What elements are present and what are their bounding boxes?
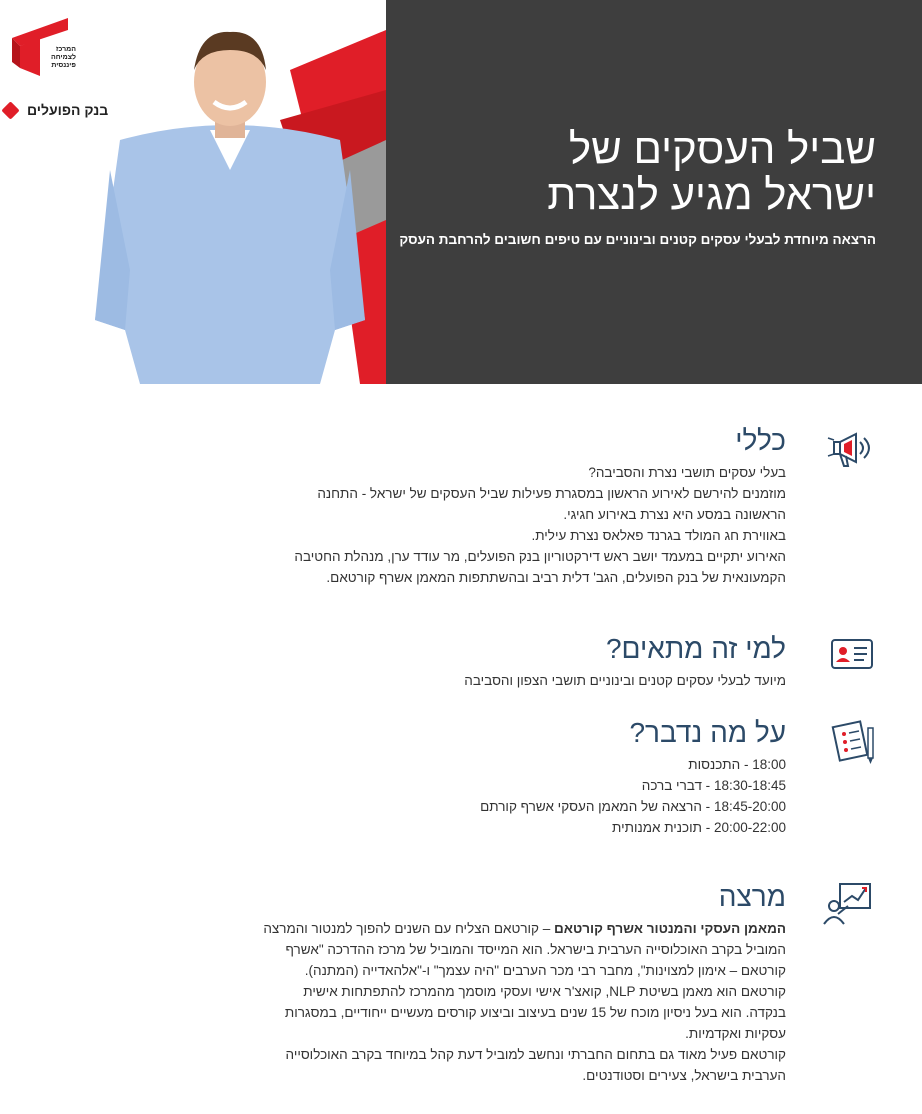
general-line: הראשונה במסע היא נצרת באירוע חגיגי. [563, 507, 786, 522]
section-audience-title: למי זה מתאים? [605, 633, 786, 664]
general-line: הקמעונאית של בנק הפועלים, הגב' דלית רביב ובהשתתפות המאמן אשרף קורטאם. [326, 570, 786, 585]
section-general-title: כללי [735, 425, 786, 456]
bank-logo-text: בנק הפועלים [27, 102, 109, 118]
section-agenda-title: על מה נדבר? [629, 717, 786, 748]
section-speaker [246, 880, 786, 1086]
bank-logo [4, 102, 108, 118]
speaker-line: קורטאם הוא מאמן בשיטת NLP, קואצ'ר אישי ועסקי מוסמך מהמרכז להתפתחות אישית [303, 984, 786, 999]
general-line: באווירת חג המולד בגרנד פאלאס נצרת עילית. [531, 528, 786, 543]
hero-subtitle: הרצאה מיוחדת לבעלי עסקים קטנים ובינוניים עם טיפים חשובים להרחבת העסק [399, 232, 876, 247]
hero-title [547, 126, 876, 218]
general-line: בעלי עסקים תושבי נצרת והסביבה? [588, 465, 786, 480]
megaphone-icon [826, 422, 878, 474]
id-card-icon [826, 628, 878, 680]
speaker-line: הערבית בישראל, צעירים וסטודנטים. [582, 1068, 786, 1083]
hero-text-panel [386, 0, 922, 384]
speaker-name: המאמן העסקי והמנטור אשרף קורטאם [554, 921, 786, 936]
speaker-intro-rest: – קורטאם הצליח עם השנים להפוך למנטור והמרצה [263, 921, 555, 936]
agenda-item: 18:30-18:45 - דברי ברכה [641, 778, 786, 793]
section-agenda-body [246, 754, 786, 838]
general-line: מוזמנים להירשם לאירוע הראשון במסגרת פעילות שביל העסקים של ישראל - התחנה [317, 486, 786, 501]
speaker-line: המוביל בקרב האוכלוסייה הערבית בישראל. הוא המייסד והמוביל של מרכז ההדרכה "אשרף [285, 942, 786, 957]
section-audience [246, 632, 786, 691]
hero-image-panel [0, 0, 386, 384]
center-logo-text: המרכז לצמיחה פיננסית [51, 46, 76, 69]
hero-title-line-1: שביל העסקים של [568, 125, 876, 172]
person-photo [90, 20, 370, 384]
agenda-item: 18:00 - התכנסות [688, 757, 786, 772]
agenda-item: 18:45-20:00 - הרצאה של המאמן העסקי אשרף קורתם [480, 799, 786, 814]
speaker-line: עסקיות ואקדמיות. [685, 1026, 786, 1041]
checklist-icon [828, 714, 880, 766]
section-audience-body [246, 670, 786, 691]
bank-diamond-icon [1, 101, 19, 119]
hero-title-line-2: ישראל מגיע לנצרת [547, 171, 876, 218]
section-general [246, 424, 786, 588]
speaker-line: בנקדה. הוא בעל ניסיון מוכח של 15 שנים בעיצוב וביצוע קורסים מעשיים ייחודיים, במסגרות [284, 1005, 786, 1020]
audience-line: מיועד לבעלי עסקים קטנים ובינוניים תושבי הצפון והסביבה [464, 673, 786, 688]
presenter-chart-icon [822, 876, 874, 928]
speaker-line: קורטאם – אימון למצוינות", מחבר רבי מכר הערבים "היה עצמך" ו-"אלהאדייה (המתנה). [304, 963, 786, 978]
hero-banner [0, 0, 922, 384]
general-line: האירוע יתקיים במעמד יושב ראש דירקטוריון בנק הפועלים, מר עודד ערן, מנהלת החטיבה [294, 549, 786, 564]
section-general-body [246, 462, 786, 588]
section-speaker-body [246, 918, 786, 1086]
section-speaker-title: מרצה [718, 881, 786, 912]
speaker-line: קורטאם פעיל מאוד גם בתחום החברתי ונחשב למוביל דעת קהל במיוחד בקרב האוכלוסייה [285, 1047, 786, 1062]
speaker-intro [246, 918, 786, 939]
agenda-item: 20:00-22:00 - תוכנית אמנותית [612, 820, 786, 835]
section-agenda [246, 716, 786, 838]
